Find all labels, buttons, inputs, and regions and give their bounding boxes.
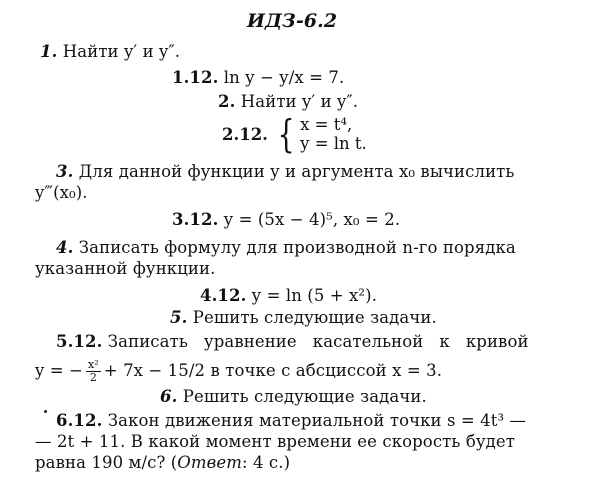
section-4-text-1: Записать формулу для производной n-го порядка bbox=[78, 238, 516, 257]
section-1-number: 1. bbox=[40, 42, 58, 61]
section-5-number: 5. bbox=[170, 308, 188, 327]
problem-1-12 bbox=[172, 68, 344, 88]
system-line-1: x = t⁴, bbox=[300, 115, 353, 134]
problem-2-12 bbox=[222, 112, 367, 156]
problem-4-12-formula: y = ln (5 + x²). bbox=[251, 286, 378, 305]
problem-6-12-text-3: равна 190 м/с? ( bbox=[35, 453, 178, 472]
problem-3-12-number: 3.12. bbox=[172, 210, 219, 229]
section-6 bbox=[160, 387, 427, 407]
problem-5-12-line-1 bbox=[56, 332, 529, 352]
fraction-denominator: 2 bbox=[89, 371, 97, 384]
problem-3-12-formula: y = (5x − 4)⁵, x₀ = 2. bbox=[223, 210, 401, 229]
answer-label: Ответ bbox=[177, 453, 242, 472]
problem-1-12-number: 1.12. bbox=[172, 68, 219, 87]
section-5 bbox=[170, 308, 437, 328]
problem-6-12-line-2: — 2t + 11. В какой момент времени ее скорость будет bbox=[35, 432, 516, 451]
section-2-text: Найти y′ и y″. bbox=[240, 92, 359, 111]
answer-value: : 4 с.) bbox=[241, 453, 291, 472]
scan-speck bbox=[44, 410, 47, 413]
problem-6-12-text-1: Закон движения материальной точки s = 4t³ — bbox=[107, 411, 527, 430]
section-5-text: Решить следующие задачи. bbox=[192, 308, 437, 327]
section-3-text-1: Для данной функции y и аргумента x₀ вычислить bbox=[78, 162, 515, 181]
problem-5-12-number: 5.12. bbox=[56, 332, 103, 351]
problem-5-12-line-2 bbox=[35, 358, 442, 384]
problem-4-12 bbox=[200, 286, 377, 306]
problem-3-12 bbox=[172, 210, 400, 230]
problem-2-12-number: 2.12. bbox=[222, 124, 268, 144]
section-4-number: 4. bbox=[56, 238, 74, 257]
fraction bbox=[86, 359, 101, 384]
problem-5-12-prefix: y = − bbox=[35, 361, 83, 380]
section-1-text: Найти y′ и y″. bbox=[62, 42, 181, 61]
section-1 bbox=[40, 42, 180, 62]
fraction-numerator: x² bbox=[87, 358, 99, 371]
problem-6-12-line-3 bbox=[35, 453, 290, 473]
section-2 bbox=[218, 92, 358, 112]
page-title: ИДЗ-6.2 bbox=[247, 10, 338, 32]
problem-6-12-number: 6.12. bbox=[56, 411, 103, 430]
problem-6-12-line-1 bbox=[56, 411, 526, 431]
system-brace: { bbox=[277, 112, 295, 156]
section-3-line-1 bbox=[56, 162, 515, 182]
system-equations bbox=[300, 115, 367, 153]
section-6-number: 6. bbox=[160, 387, 178, 406]
section-2-number: 2. bbox=[218, 92, 236, 111]
section-3-line-2: y‴(x₀). bbox=[35, 183, 88, 202]
problem-5-12-text-1: Записать уравнение касательной к кривой bbox=[107, 332, 529, 351]
problem-5-12-suffix: + 7x − 15/2 в точке с абсциссой x = 3. bbox=[103, 361, 443, 380]
section-3-number: 3. bbox=[56, 162, 74, 181]
section-4-line-1 bbox=[56, 238, 516, 258]
system-line-2: y = ln t. bbox=[300, 134, 367, 153]
section-4-line-2: указанной функции. bbox=[35, 259, 216, 278]
section-6-text: Решить следующие задачи. bbox=[182, 387, 427, 406]
problem-1-12-formula: ln y − y/x = 7. bbox=[223, 68, 345, 87]
problem-4-12-number: 4.12. bbox=[200, 286, 247, 305]
